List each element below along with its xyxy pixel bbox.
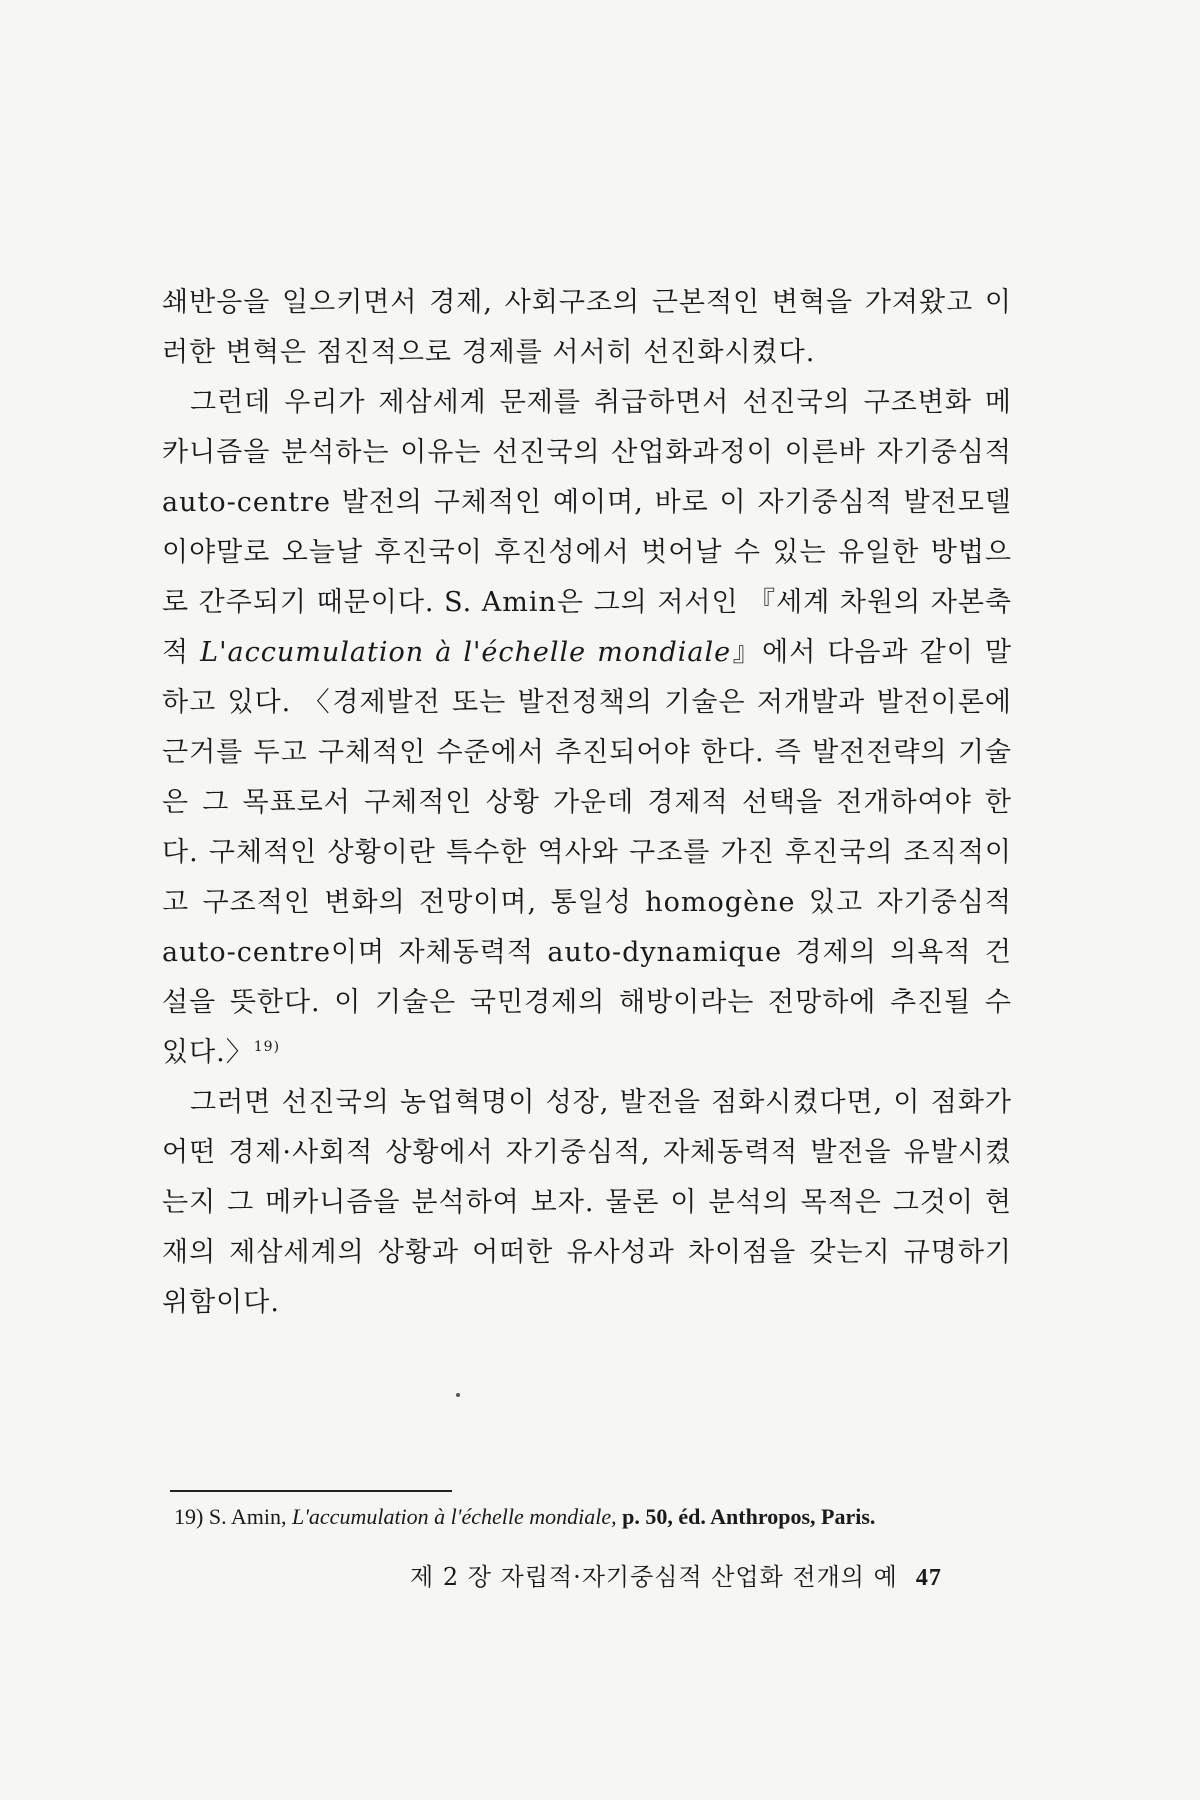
stray-mark: [456, 1393, 460, 1397]
page-number: 47: [915, 1565, 942, 1591]
footnote-author: S. Amin,: [208, 1504, 287, 1529]
running-head: 제 2 장 자립적·자기중심적 산업화 전개의 예: [410, 1563, 898, 1591]
footnote-reference: 19): [253, 1039, 281, 1055]
footnote: [174, 1502, 1014, 1532]
paragraph: 쇄반응을 일으키면서 경제, 사회구조의 근본적인 변혁을 가져왔고 이러한 변혁은 점진적으로 경제를 서서히 선진화시켰다.: [162, 287, 1012, 368]
body-text: [162, 278, 1012, 1328]
book-title: L'accumulation à l'échelle mondiale: [200, 637, 732, 668]
footnote-number: 19): [174, 1504, 204, 1529]
footnote-publication: p. 50, éd. Anthropos, Paris.: [622, 1504, 876, 1529]
footnote-title: L'accumulation à l'échelle mondiale,: [291, 1504, 617, 1529]
page-footer: [410, 1562, 1010, 1593]
paragraph: [162, 378, 1012, 1078]
paragraph: 그러면 선진국의 농업혁명이 성장, 발전을 점화시켰다면, 이 점화가 어떤 경제·사회적 상황에서 자기중심적, 자체동력적 발전을 유발시켰는지 그 메카니즘을 분석하여 보자. 물론 이 분석의 목적은 그것이 현재의 제삼세계의 상황과 어떠한 유사성과 차이점을 갖는지 규명하기 위함이다.: [162, 1087, 1012, 1318]
paragraph-text: 그런데 우리가 제삼세계 문제를 취급하면서 선진국의 구조변화 메카니즘을 분석하는 이유는 선진국의 산업화과정이 이른바 자기중심적 auto-centre 발전의 구체적인 예이며, 바로 이 자기중심적 발전모델이야말로 오늘날 후진국이 후진성에서 벗어날 수 있는 유일한 방법으로 간주되기 때문이다. S. Amin은 그의 저서인 『세계 차원의 자본축적: [162, 387, 1012, 668]
paragraph-text: 』에서 다음과 같이 말하고 있다. 〈경제발전 또는 발전정책의 기술은 저개발과 발전이론에 근거를 두고 구체적인 수준에서 추진되어야 한다. 즉 발전전략의 기술은 그 목표로서 구체적인 상황 가운데 경제적 선택을 전개하여야 한다. 구체적인 상황이란 특수한 역사와 구조를 가진 후진국의 조직적이고 구조적인 변화의 전망이며, 통일성 homogène 있고 자기중심적 auto-centre이며 자체동력적 auto-dynamique 경제의 의욕적 건설을 뜻한다. 이 기술은 국민경제의 해방이라는 전망하에 추진될 수 있다.〉: [162, 637, 1013, 1068]
footnote-rule: [170, 1490, 452, 1492]
